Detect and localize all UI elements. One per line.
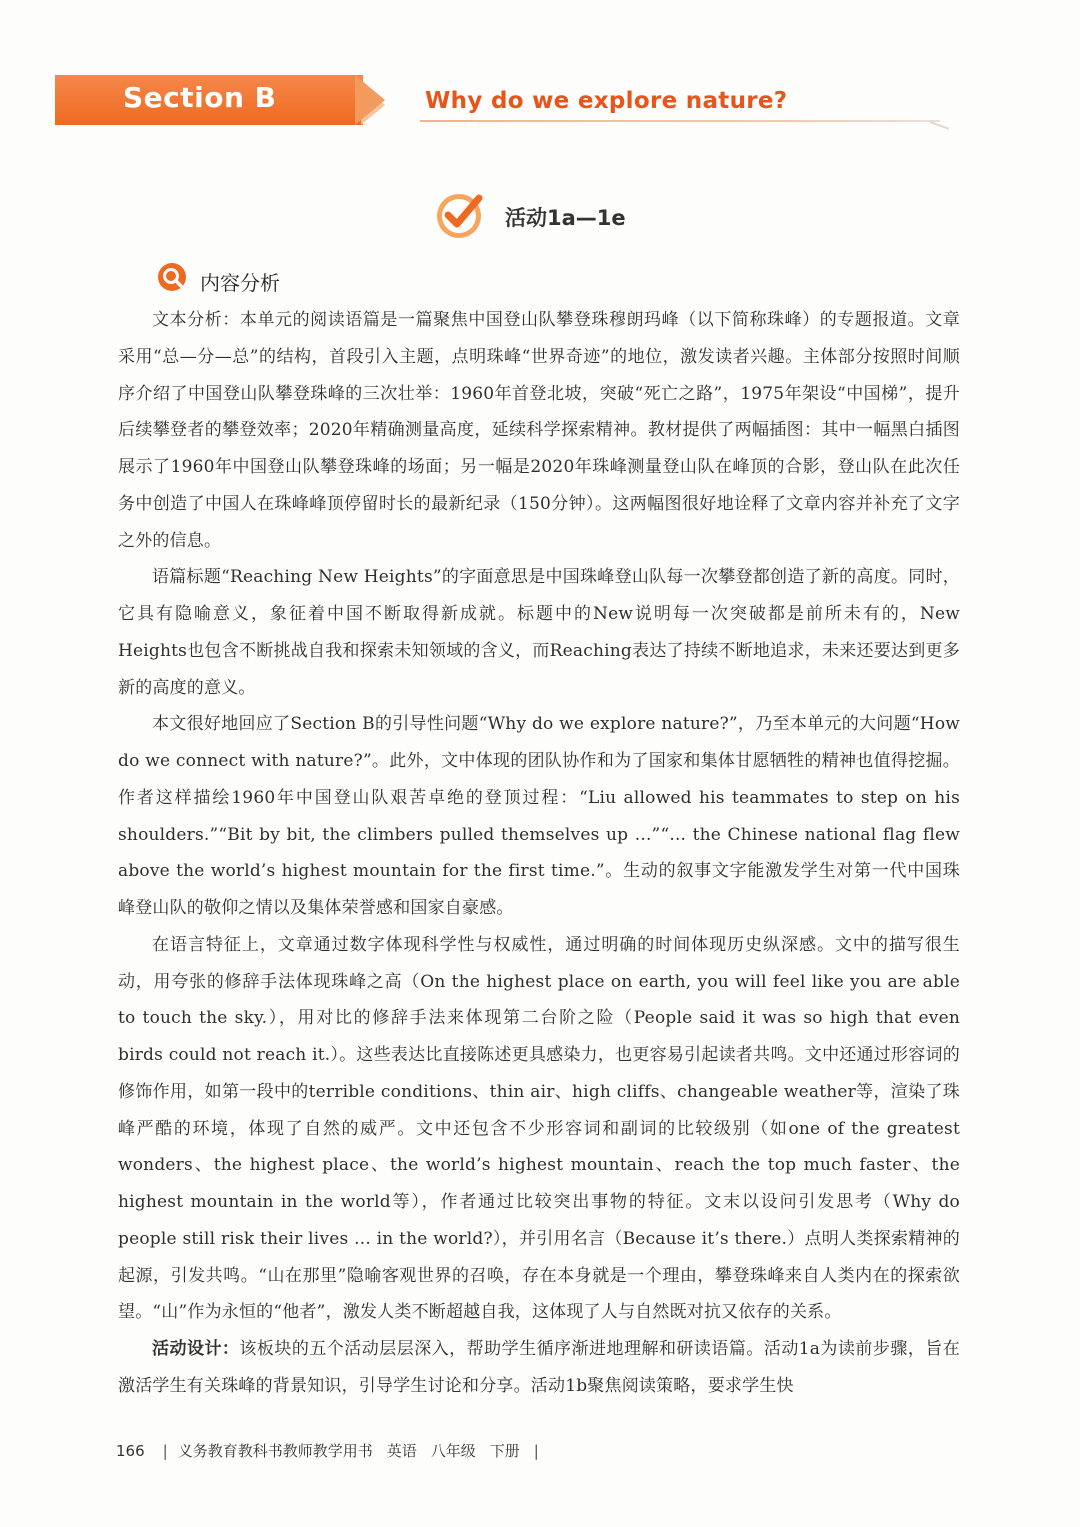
analysis-heading: 内容分析 xyxy=(200,271,280,295)
footer-divider-end: | xyxy=(533,1442,539,1460)
paragraph-5-text: 该板块的五个活动层层深入，帮助学生循序渐进地理解和研读语篇。活动1a为读前步骤，旨在激活学生有关珠峰的背景知识，引导学生讨论和分享。活动1b聚焦阅读策略，要求学生快 xyxy=(118,1339,960,1396)
paragraph-guiding-question xyxy=(118,706,960,927)
page-footer xyxy=(116,1440,549,1461)
header-rule xyxy=(420,120,940,122)
paragraph-activity-design xyxy=(118,1331,960,1405)
check-circle-icon xyxy=(435,190,485,240)
footer-divider: | xyxy=(162,1442,168,1460)
activity-title: 活动1a—1e xyxy=(505,206,626,230)
paragraph-language-features xyxy=(118,927,960,1331)
header-rule-tail xyxy=(930,121,949,130)
section-tab xyxy=(55,75,385,125)
paragraph-1-text: 文本分析：本单元的阅读语篇是一篇聚焦中国登山队攀登珠穆朗玛峰（以下简称珠峰）的专题报道。文章采用“总—分—总”的结构，首段引入主题，点明珠峰“世界奇迹”的地位，激发读者兴趣。主体部分按照时间顺序介绍了中国登山队攀登珠峰的三次壮举：1960年首登北坡，突破“死亡之路”，1975年架设“中国梯”，提升后续攀登者的攀登效率；2020年精确测量高度，延续科学探索精神。教材提供了两幅插图：其中一幅黑白插图展示了1960年中国登山队攀登珠峰的场面；另一幅是2020年珠峰测量登山队在峰顶的合影，登山队在此次任务中创造了中国人在珠峰峰顶停留时长的最新纪录（150分钟）。这两幅图很好地诠释了文章内容并补充了文字之外的信息。 xyxy=(118,310,960,551)
page-number: 166 xyxy=(116,1442,145,1460)
paragraph-text-analysis xyxy=(118,302,960,559)
section-label: Section B xyxy=(123,81,277,114)
paragraph-5-lead: 活动设计： xyxy=(152,1339,240,1359)
section-fold xyxy=(355,75,385,125)
footer-subject: 英语 xyxy=(386,1442,417,1460)
footer-book-title: 义务教育教科书教师教学用书 xyxy=(177,1442,373,1460)
paragraph-title-meaning xyxy=(118,559,960,706)
paragraph-4-text: 在语言特征上，文章通过数字体现科学性与权威性，通过明确的时间体现历史纵深感。文中的描写很生动，用夸张的修辞手法体现珠峰之高（On the highest place on earth, you will feel like you are able to touch the sky.），用对比的修辞手法来体现第二台阶之险（People said it was so high that even birds could not reach it.）。这些表达比直接陈述更具感染力，也更容易引起读者共鸣。文中还通过形容词的修饰作用，如第一段中的terrible conditions、thin air、high cliffs、changeable weather等，渲染了珠峰严酷的环境，体现了自然的威严。文中还包含不少形容词和副词的比较级别（如one of the greatest wonders、the highest place、the world’s highest mountain、reach the top much faster、the highest mountain in the world等），作者通过比较突出事物的特征。文末以设问引发思考（Why do people still risk their lives ... in the world?），并引用名言（Because it’s there.）点明人类探索精神的起源，引发共鸣。“山在那里”隐喻客观世界的召唤，存在本身就是一个理由，攀登珠峰来自人类内在的探索欲望。“山”作为永恒的“他者”，激发人类不断超越自我，这体现了人与自然既对抗又依存的关系。 xyxy=(118,934,960,1323)
magnifier-icon xyxy=(157,262,189,294)
paragraph-3-text: 本文很好地回应了Section B的引导性问题“Why do we explore nature?”，乃至本单元的大问题“How do we connect with nature?”。此外，文中体现的团队协作和为了国家和集体甘愿牺牲的精神也值得挖掘。作者这样描绘1960年中国登山队艰苦卓绝的登顶过程：“Liu allowed his teammates to step on his shoulders.”“Bit by bit, the climbers pulled themselves up ...”“... the Chinese national flag flew above the world’s highest mountain for the first time.”。生动的叙事文字能激发学生对第一代中国珠峰登山队的敬仰之情以及集体荣誉感和国家自豪感。 xyxy=(118,714,960,918)
footer-grade: 八年级 xyxy=(430,1442,476,1460)
body-text xyxy=(118,302,960,1405)
unit-question: Why do we explore nature? xyxy=(425,88,788,114)
footer-volume: 下册 xyxy=(489,1442,520,1460)
paragraph-2-text: 语篇标题“Reaching New Heights”的字面意思是中国珠峰登山队每一次攀登都创造了新的高度。同时，它具有隐喻意义，象征着中国不断取得新成就。标题中的New说明每一次突破都是前所未有的，New Heights也包含不断挑战自我和探索未知领域的含义，而Reaching表达了持续不断地追求，未来还要达到更多新的高度的意义。 xyxy=(118,567,960,698)
